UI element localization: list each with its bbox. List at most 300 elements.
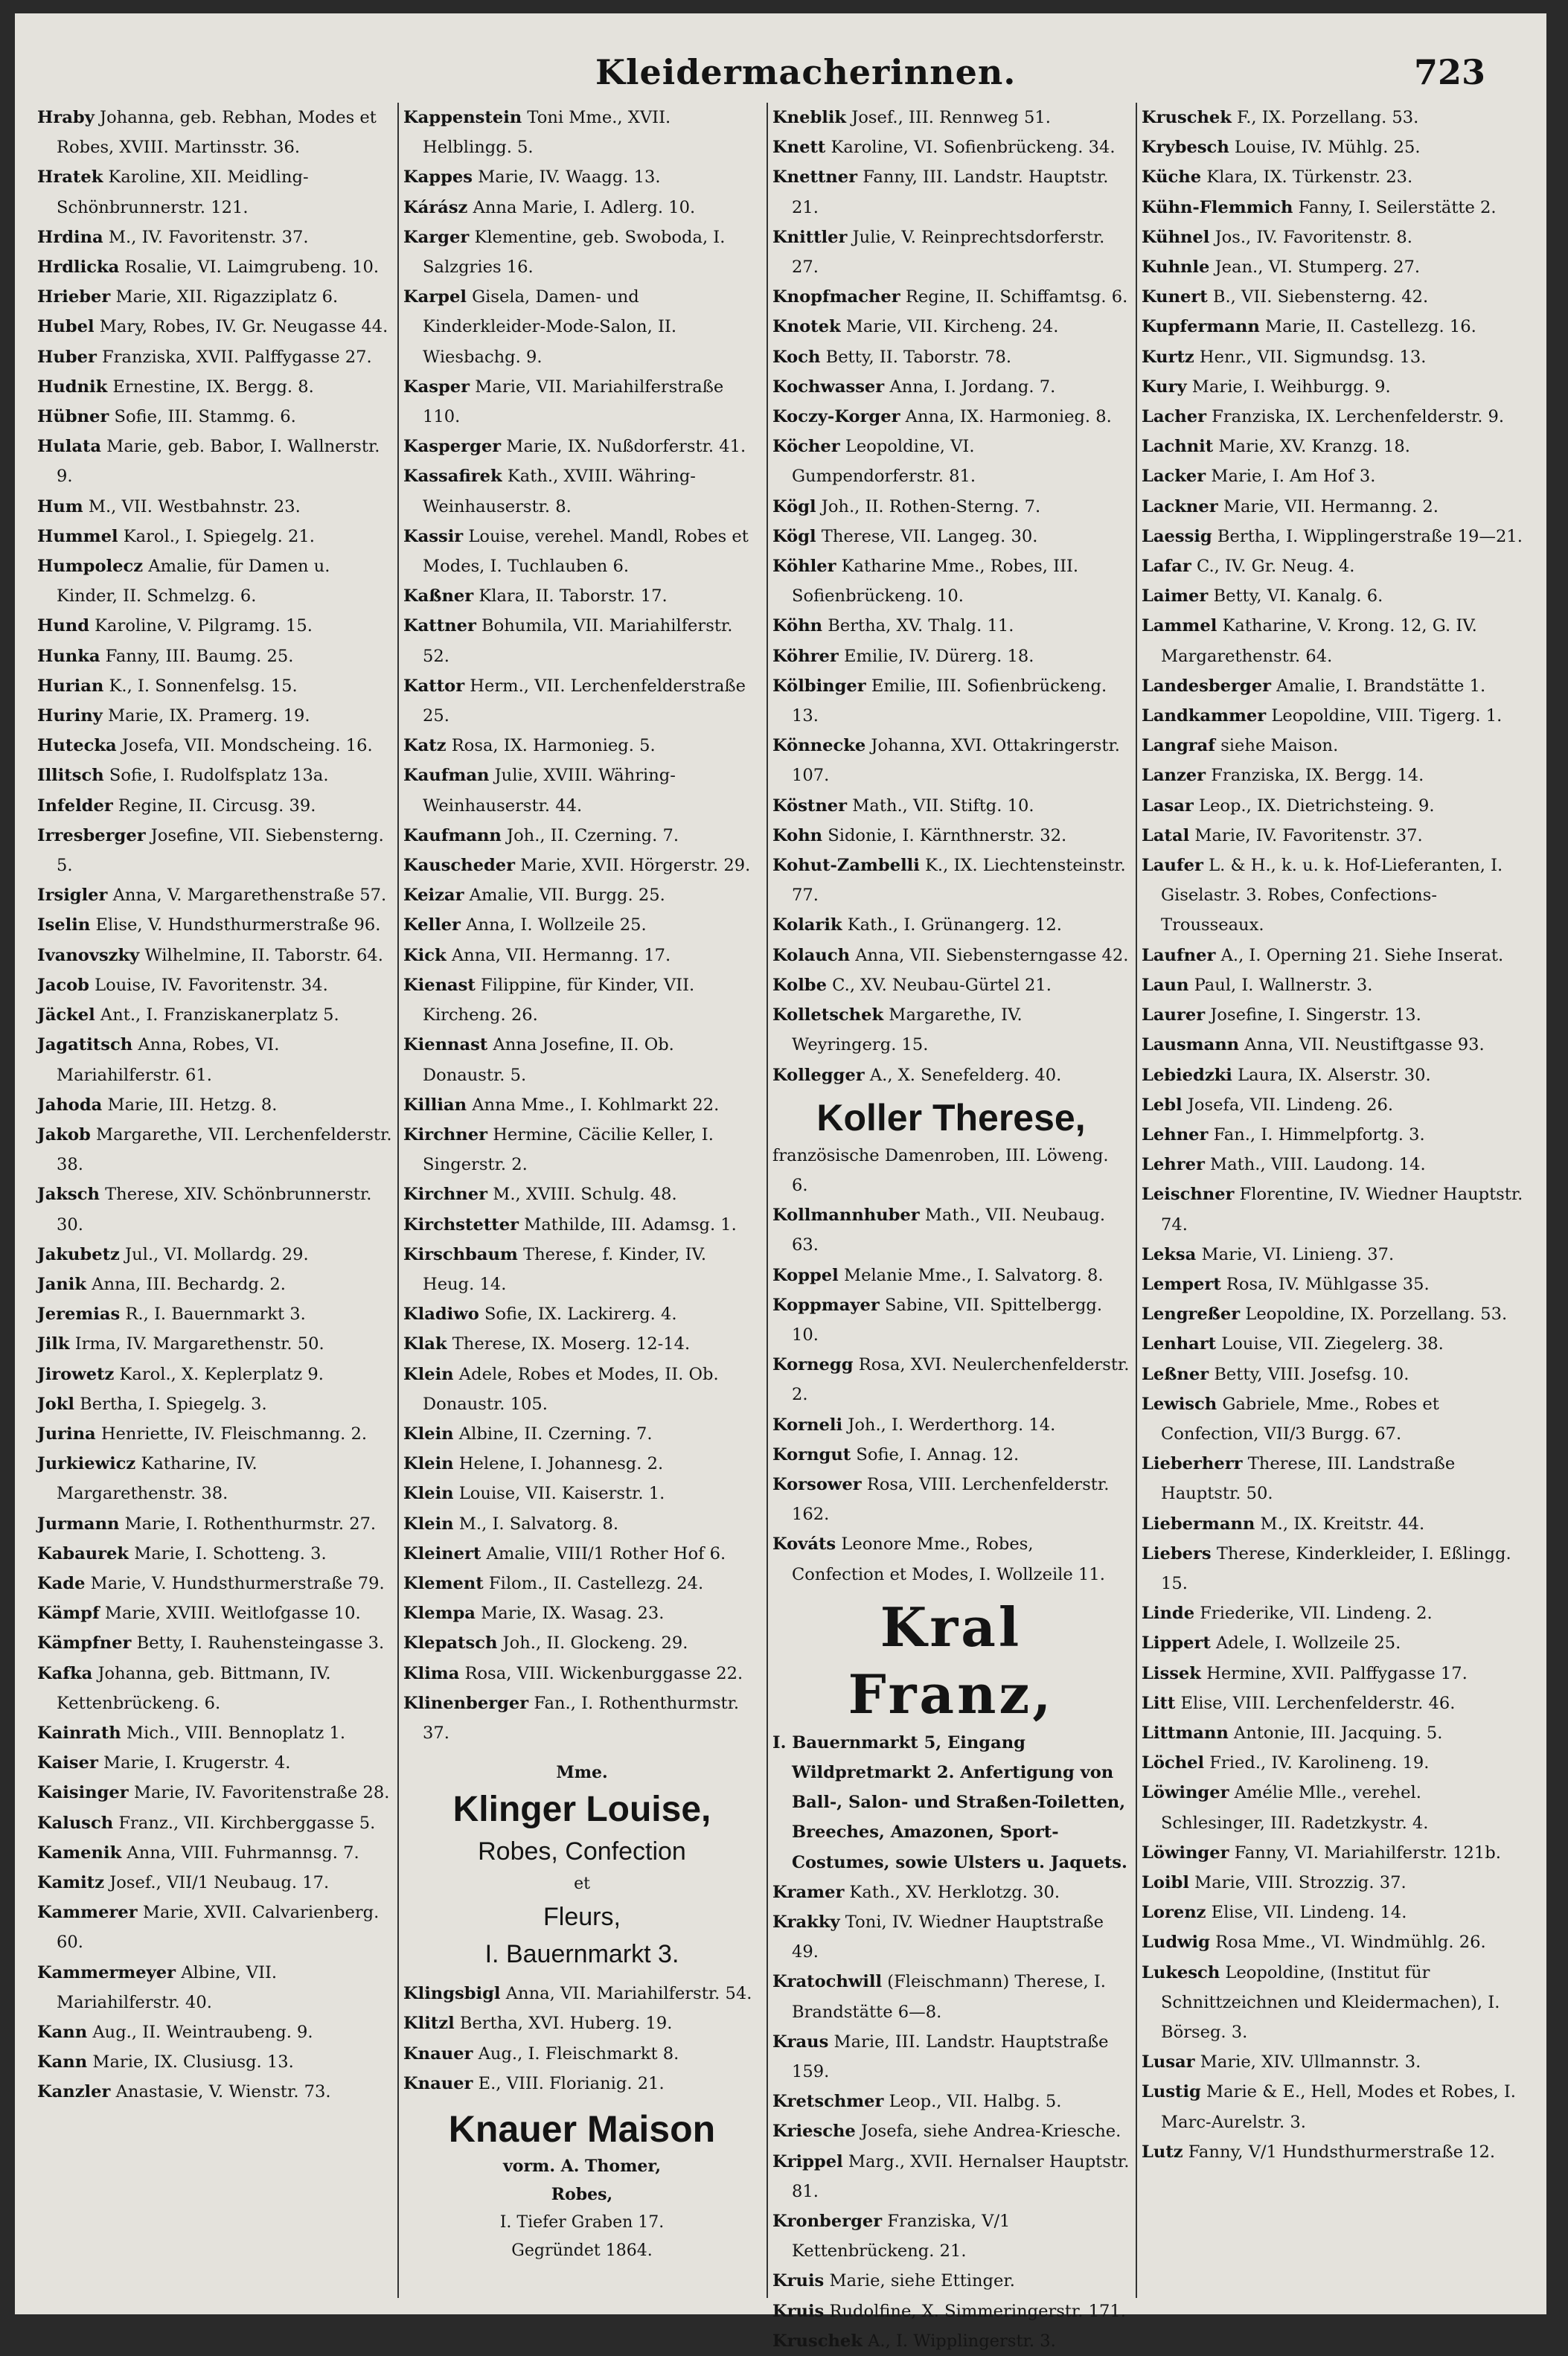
entry-details: Marie, II. Castellezg. 16.: [1259, 317, 1476, 337]
directory-entry: [1142, 312, 1529, 342]
entry-surname: Klima: [403, 1663, 460, 1683]
entry-surname: Kalusch: [37, 1813, 114, 1833]
directory-entry: [403, 821, 761, 851]
ad-klinger-address: I. Bauernmarkt 3.: [484, 1940, 679, 1969]
directory-entry: [1142, 1299, 1529, 1329]
entry-surname: Kammermeyer: [37, 1962, 176, 1982]
entry-details: Marie, IX. Nußdorferstr. 41.: [501, 437, 746, 457]
entry-details: Louise, VII. Kaiserstr. 1.: [453, 1484, 665, 1504]
entry-details: Math., VIII. Laudong. 14.: [1204, 1155, 1426, 1175]
entry-surname: Karpel: [403, 287, 467, 307]
entry-list: [772, 1878, 1130, 2356]
entry-details: Ant., I. Franziskanerplatz 5.: [95, 1005, 339, 1025]
ad-klinger-line1: Robes, Confection: [478, 1837, 686, 1866]
entry-details: Bertha, XV. Thalg. 11.: [822, 616, 1014, 636]
entry-surname: Lippert: [1142, 1633, 1211, 1654]
entry-surname: Hudnik: [37, 377, 108, 397]
directory-entry: [1142, 282, 1529, 312]
entry-surname: Kamitz: [37, 1872, 105, 1892]
entry-details: Fanny, III. Landstr. Hauptstr. 21.: [792, 167, 1109, 217]
entry-surname: Klement: [403, 1573, 484, 1593]
directory-entry: [772, 1440, 1130, 1470]
entry-details: Marie, VII. Kircheng. 24.: [840, 317, 1059, 337]
directory-entry: [37, 1419, 394, 1449]
entry-surname: Kühn-Flemmich: [1142, 197, 1293, 217]
entry-details: Marie & E., Hell, Modes et Robes, I. Marc-Aurelstr. 3.: [1161, 2082, 1516, 2132]
entry-details: Elise, VIII. Lerchenfelderstr. 46.: [1175, 1693, 1456, 1713]
entry-details: Marie, XIV. Ullmannstr. 3.: [1194, 2052, 1421, 2072]
ad-klinger-line3: Fleurs,: [543, 1903, 621, 1932]
directory-entry: [772, 641, 1130, 671]
directory-entry: [37, 1240, 394, 1270]
entry-details: Franziska, XVII. Palffygasse 27.: [96, 347, 372, 367]
entry-surname: Laun: [1142, 975, 1189, 995]
entry-list: [403, 1979, 761, 2099]
entry-surname: Klein: [403, 1364, 454, 1384]
entry-details: Mary, Robes, IV. Gr. Neugasse 44.: [94, 317, 388, 337]
entry-surname: Kolauch: [772, 945, 851, 965]
entry-details: Karol., X. Keplerplatz 9.: [114, 1364, 324, 1384]
directory-entry: [37, 731, 394, 761]
entry-details: Fan., I. Rothenthurmstr. 37.: [423, 1693, 740, 1743]
directory-entry: [1142, 1150, 1529, 1179]
directory-entry: [772, 492, 1130, 522]
entry-details: Marie, VIII. Strozzig. 37.: [1188, 1872, 1407, 1892]
entry-surname: Leksa: [1142, 1244, 1197, 1264]
entry-surname: Keller: [403, 915, 461, 935]
entry-details: Amalie, für Damen u. Kinder, II. Schmelzg. 6.: [57, 557, 330, 606]
directory-entry: [37, 880, 394, 910]
directory-entry: [37, 970, 394, 1000]
directory-entry: [772, 342, 1130, 372]
entry-details: Leopoldine, (Institut für Schnittzeichnen und Kleidermachen), I. Börseg. 3.: [1161, 1962, 1500, 2042]
entry-surname: Kann: [37, 2023, 88, 2042]
entry-details: Marie, IV. Favoritenstr. 37.: [1189, 825, 1423, 845]
directory-entry: [772, 2147, 1130, 2206]
entry-surname: Kamenik: [37, 1843, 122, 1863]
directory-entry: [1142, 132, 1529, 162]
directory-entry: [1142, 2137, 1529, 2167]
entry-surname: Kassir: [403, 526, 464, 546]
entry-details: Margarethe, VII. Lerchenfelderstr. 38.: [57, 1124, 392, 1175]
entry-surname: Jakubetz: [37, 1244, 120, 1264]
entry-surname: Lehner: [1142, 1124, 1209, 1145]
directory-entry: [772, 1410, 1130, 1440]
directory-entry: [1142, 103, 1529, 132]
entry-details: Anna, VII. Hermanng. 17.: [446, 945, 671, 965]
entry-details: siehe Maison.: [1215, 736, 1339, 756]
directory-entry: [403, 1979, 761, 2008]
entry-surname: Lehrer: [1142, 1155, 1205, 1175]
directory-entry: [37, 941, 394, 970]
entry-surname: Kafka: [37, 1663, 93, 1683]
entry-details: Marie, XVII. Calvarienberg. 60.: [57, 1903, 380, 1953]
directory-entry: [772, 2087, 1130, 2116]
ad-koller-text: französische Damenroben, III. Löweng. 6.: [772, 1145, 1109, 1195]
ad-knauer-address: I. Tiefer Graben 17.: [499, 2212, 665, 2232]
entry-surname: Hrieber: [37, 287, 111, 307]
entry-details: Katharine, IV. Margarethenstr. 38.: [57, 1454, 257, 1504]
directory-entry: [772, 2266, 1130, 2296]
entry-details: Regine, II. Schiffamtsg. 6.: [900, 287, 1128, 307]
directory-entry: [1142, 1628, 1529, 1658]
directory-entry: [403, 1120, 761, 1179]
entry-details: Joh., I. Werderthorg. 14.: [842, 1415, 1056, 1435]
entry-details: Rosa, VIII. Lerchenfelderstr. 162.: [792, 1474, 1110, 1525]
column-1: [37, 103, 394, 2107]
directory-entry: [1142, 1927, 1529, 1957]
entry-details: Johanna, XVI. Ottakringerstr. 107.: [792, 736, 1120, 786]
entry-surname: Kölbinger: [772, 676, 866, 696]
directory-entry: [1142, 1240, 1529, 1270]
entry-surname: Kämpfner: [37, 1633, 132, 1654]
entry-details: Anna Josefine, II. Ob. Donaustr. 5.: [423, 1035, 674, 1085]
entry-details: Leop., IX. Dietrichsteing. 9.: [1193, 796, 1435, 816]
entry-surname: Lieberherr: [1142, 1454, 1243, 1474]
entry-details: Josef., VII/1 Neubaug. 17.: [104, 1872, 330, 1892]
entry-details: K., IX. Liechtensteinstr. 77.: [792, 856, 1126, 906]
entry-surname: Lewisch: [1142, 1394, 1217, 1414]
directory-entry: [403, 1210, 761, 1240]
entry-details: Anna, VII. Mariahilferstr. 54.: [500, 1984, 752, 2004]
entry-details: Emilie, IV. Dürerg. 18.: [838, 646, 1034, 666]
entry-surname: Hraby: [37, 108, 95, 127]
entry-surname: Kraus: [772, 2032, 829, 2052]
entry-surname: Kaufman: [403, 766, 490, 786]
entry-surname: Lengreßer: [1142, 1305, 1241, 1325]
entry-details: Leopoldine, IX. Porzellang. 53.: [1240, 1305, 1508, 1325]
entry-surname: Krakky: [772, 1912, 840, 1932]
entry-details: Ernestine, IX. Bergg. 8.: [107, 377, 314, 397]
ad-knauer-founded: Gegründet 1864.: [511, 2241, 653, 2260]
entry-surname: Littmann: [1142, 1723, 1229, 1743]
entry-surname: Loibl: [1142, 1872, 1189, 1892]
entry-surname: Knett: [772, 138, 826, 158]
directory-entry: [37, 223, 394, 252]
entry-surname: Laimer: [1142, 586, 1209, 606]
entry-details: Marie, III. Landstr. Hauptstraße 159.: [792, 2032, 1109, 2081]
entry-details: Josefa, siehe Andrea-Kriesche.: [855, 2122, 1121, 2142]
ad-klinger-prefix: Mme.: [556, 1763, 608, 1783]
entry-details: Herm., VII. Lerchenfelderstraße 25.: [423, 676, 746, 726]
directory-entry: [403, 1569, 761, 1598]
entry-details: Marie, III. Hetzg. 8.: [102, 1095, 278, 1115]
entry-surname: Kühnel: [1142, 227, 1210, 247]
entry-surname: Hübner: [37, 407, 109, 427]
entry-details: Josefine, I. Singerstr. 13.: [1205, 1005, 1421, 1025]
directory-entry: [37, 1718, 394, 1748]
directory-entry: [772, 1967, 1130, 2026]
entry-surname: Lachnit: [1142, 437, 1214, 457]
entry-list: [772, 103, 1130, 1090]
entry-details: Emilie, III. Sofienbrückeng. 13.: [792, 676, 1107, 726]
directory-entry: [1142, 1778, 1529, 1837]
directory-entry: [1142, 193, 1529, 223]
entry-details: Bertha, XVI. Huberg. 19.: [454, 2014, 673, 2034]
directory-entry: [1142, 342, 1529, 372]
directory-entry: [772, 941, 1130, 970]
directory-entry: [37, 282, 394, 312]
entry-details: Amalie, VIII/1 Rother Hof 6.: [481, 1543, 726, 1563]
entry-surname: Kriesche: [772, 2122, 856, 2142]
directory-entry: [37, 1389, 394, 1419]
entry-details: Betty, II. Taborstr. 78.: [820, 347, 1011, 367]
entry-details: Mich., VIII. Bennoplatz 1.: [121, 1723, 346, 1743]
entry-surname: Klitzl: [403, 2014, 455, 2034]
entry-details: Leopoldine, VI. Gumpendorferstr. 81.: [792, 437, 976, 487]
entry-surname: Lenhart: [1142, 1334, 1217, 1354]
entry-surname: Krippel: [772, 2151, 843, 2171]
entry-details: Fried., IV. Karolineng. 19.: [1204, 1753, 1430, 1773]
directory-entry: [1142, 1060, 1529, 1090]
directory-entry: [403, 1030, 761, 1089]
directory-entry: [1142, 791, 1529, 821]
entry-details: Henriette, IV. Fleischmanng. 2.: [95, 1424, 368, 1444]
directory-entry: [37, 1868, 394, 1898]
entry-list: [403, 103, 761, 1748]
directory-entry: [1142, 1688, 1529, 1718]
directory-entry: [1142, 970, 1529, 1000]
entry-details: Adele, I. Wollzeile 25.: [1210, 1633, 1401, 1654]
directory-entry: [1142, 372, 1529, 402]
directory-entry: [37, 1509, 394, 1539]
directory-entry: [403, 223, 761, 282]
directory-entry: [772, 1470, 1130, 1529]
directory-entry: [1142, 1598, 1529, 1628]
entry-details: Therese, III. Landstraße Hauptstr. 50.: [1161, 1454, 1456, 1504]
directory-entry: [37, 1659, 394, 1718]
entry-details: C., IV. Gr. Neug. 4.: [1191, 557, 1355, 577]
entry-details: Anna, IX. Harmonieg. 8.: [900, 407, 1112, 427]
entry-details: Aug., II. Weintraubeng. 9.: [87, 2023, 313, 2042]
entry-details: Marie, XII. Rigazziplatz 6.: [110, 287, 339, 307]
entry-details: Marie, VI. Linieng. 37.: [1196, 1244, 1395, 1264]
directory-entry: [772, 103, 1130, 132]
entry-surname: Kollmannhuber: [772, 1206, 920, 1226]
entry-surname: Lissek: [1142, 1663, 1201, 1683]
entry-surname: Kárász: [403, 197, 468, 217]
entry-surname: Kupfermann: [1142, 317, 1260, 337]
entry-surname: Jurkiewicz: [37, 1454, 136, 1474]
directory-entry: [1142, 731, 1529, 761]
directory-entry: [1142, 492, 1529, 522]
directory-entry: [403, 1479, 761, 1508]
directory-entry: [772, 223, 1130, 282]
entry-surname: Klein: [403, 1424, 454, 1444]
entry-details: Anna, I. Wollzeile 25.: [460, 915, 647, 935]
entry-surname: Koczy-Korger: [772, 407, 900, 427]
directory-entry: [1142, 162, 1529, 192]
entry-surname: Kirchstetter: [403, 1214, 519, 1235]
entry-details: Anna Mme., I. Kohlmarkt 22.: [467, 1095, 720, 1115]
directory-entry: [403, 1240, 761, 1299]
column-4: [1142, 103, 1529, 2167]
entry-details: R., I. Bauernmarkt 3.: [120, 1305, 306, 1325]
entry-details: Bertha, I. Spiegelg. 3.: [74, 1394, 267, 1414]
entry-details: M., VII. Westbahnstr. 23.: [83, 496, 301, 516]
directory-entry: [37, 1270, 394, 1299]
directory-entry: [772, 1060, 1130, 1090]
entry-surname: Kanzler: [37, 2082, 111, 2102]
entry-details: Louise, IV. Mühlg. 25.: [1229, 138, 1421, 158]
directory-entry: [37, 671, 394, 701]
directory-entry: [37, 103, 394, 162]
directory-entry: [1142, 1030, 1529, 1060]
directory-entry: [1142, 821, 1529, 851]
directory-entry: [772, 522, 1130, 551]
entry-details: Jul., VI. Mollardg. 29.: [119, 1244, 309, 1264]
entry-details: Sidonie, I. Kärnthnerstr. 32.: [822, 825, 1067, 845]
directory-entry: [37, 1778, 394, 1808]
entry-surname: Hutecka: [37, 736, 117, 756]
entry-details: Franziska, V/1 Kettenbrückeng. 21.: [792, 2212, 1011, 2261]
entry-details: Sofie, III. Stammg. 6.: [109, 407, 296, 427]
entry-surname: Klempa: [403, 1604, 476, 1624]
directory-entry: [1142, 611, 1529, 670]
entry-details: Rosa, VIII. Wickenburggasse 22.: [459, 1663, 743, 1683]
entry-details: Therese, XIV. Schönbrunnerstr. 30.: [57, 1185, 372, 1235]
entry-surname: Kasper: [403, 377, 470, 397]
entry-surname: Kury: [1142, 377, 1187, 397]
entry-surname: Irsigler: [37, 886, 108, 906]
ad-kral: [772, 1594, 1130, 1878]
directory-entry: [37, 1090, 394, 1120]
entry-surname: Köhrer: [772, 646, 839, 666]
entry-details: Sofie, IX. Lackirerg. 4.: [479, 1305, 677, 1325]
entry-surname: Knittler: [772, 227, 848, 247]
directory-entry: [403, 2008, 761, 2038]
entry-surname: Kögl: [772, 526, 816, 546]
entry-surname: Lempert: [1142, 1274, 1221, 1294]
ad-knauer-line2: Robes,: [551, 2184, 613, 2204]
entry-details: A., X. Senefelderg. 40.: [864, 1065, 1062, 1085]
entry-details: Elise, V. Hundsthurmerstraße 96.: [90, 915, 381, 935]
directory-entry: [772, 1907, 1130, 1967]
entry-surname: Kauscheder: [403, 856, 516, 876]
directory-entry: [37, 2047, 394, 2077]
entry-surname: Kirschbaum: [403, 1244, 518, 1264]
entry-surname: Löwinger: [1142, 1783, 1229, 1803]
directory-entry: [1142, 1090, 1529, 1120]
directory-entry: [403, 761, 761, 820]
entry-details: B., VII. Siebensterng. 42.: [1207, 287, 1429, 307]
entry-details: Julie, V. Reinprechtsdorferstr. 27.: [792, 227, 1105, 278]
entry-surname: Katz: [403, 736, 447, 756]
entry-surname: Lanzer: [1142, 766, 1206, 786]
entry-details: Marie, geb. Babor, I. Wallnerstr. 9.: [57, 437, 380, 487]
directory-entry: [37, 312, 394, 342]
directory-entry: [37, 2017, 394, 2047]
entry-surname: Kiennast: [403, 1035, 488, 1055]
entry-surname: Küche: [1142, 167, 1202, 188]
directory-entry: [772, 2027, 1130, 2087]
entry-surname: Iselin: [37, 915, 91, 935]
directory-entry: [403, 522, 761, 581]
entry-surname: Knauer: [403, 2043, 473, 2064]
entry-details: Anna, VIII. Fuhrmannsg. 7.: [121, 1843, 359, 1863]
entry-surname: Kirchner: [403, 1185, 488, 1205]
entry-surname: Kohut-Zambelli: [772, 856, 920, 876]
entry-details: Hermine, XVII. Palffygasse 17.: [1200, 1663, 1468, 1683]
directory-entry: [37, 791, 394, 821]
entry-details: Julie, XVIII. Währing-Weinhauserstr. 44.: [423, 766, 676, 816]
entry-details: Josefine, VII. Siebensterng. 5.: [57, 825, 384, 876]
entry-details: Joh., II. Rothen-Sterng. 7.: [816, 496, 1041, 516]
entry-details: M., I. Salvatorg. 8.: [453, 1514, 619, 1534]
entry-surname: Kaiser: [37, 1753, 98, 1773]
entry-details: Leop., VII. Halbg. 5.: [883, 2092, 1062, 2112]
directory-entry: [403, 162, 761, 192]
entry-surname: Koch: [772, 347, 821, 367]
entry-surname: Kornegg: [772, 1355, 854, 1375]
entry-details: Franziska, IX. Lerchenfelderstr. 9.: [1206, 407, 1505, 427]
entry-surname: Karger: [403, 227, 470, 247]
entry-details: Louise, VII. Ziegelerg. 38.: [1216, 1334, 1444, 1354]
entry-details: Katharine Mme., Robes, III. Sofienbrückeng. 10.: [792, 557, 1079, 606]
entry-details: Marie, I. Rothenthurmstr. 27.: [119, 1514, 377, 1534]
ad-klinger: [403, 1758, 761, 1973]
entry-details: Sofie, I. Annag. 12.: [851, 1444, 1020, 1465]
entry-surname: Kappes: [403, 167, 473, 188]
directory-entry: [1142, 701, 1529, 731]
entry-surname: Linde: [1142, 1604, 1195, 1624]
directory-entry: [1142, 1718, 1529, 1748]
entry-details: Henr., VII. Sigmundsg. 13.: [1194, 347, 1427, 367]
entry-surname: Infelder: [37, 796, 113, 816]
directory-entry: [403, 731, 761, 761]
entry-surname: Klepatsch: [403, 1633, 498, 1654]
entry-details: Marie, IX. Wasag. 23.: [475, 1604, 665, 1624]
directory-entry: [37, 1449, 394, 1508]
directory-entry: [1142, 941, 1529, 970]
directory-entry: [772, 1529, 1130, 1589]
directory-entry: [37, 1299, 394, 1329]
entry-details: Anna, I. Jordang. 7.: [884, 377, 1056, 397]
entry-surname: Lorenz: [1142, 1903, 1206, 1923]
entry-details: Bertha, I. Wipplingerstraße 19—21.: [1212, 526, 1523, 546]
entry-details: Katharine, V. Krong. 12, G. IV. Margarethenstr. 64.: [1161, 616, 1477, 666]
entry-details: E., VIII. Florianig. 21.: [473, 2073, 665, 2093]
directory-entry: [772, 132, 1130, 162]
entry-details: Toni Mme., XVII. Helblingg. 5.: [423, 108, 671, 158]
entry-surname: Lausmann: [1142, 1035, 1240, 1055]
entry-surname: Jahoda: [37, 1095, 103, 1115]
entry-surname: Lustig: [1142, 2082, 1201, 2102]
entry-details: Marie, I. Weihburgg. 9.: [1186, 377, 1391, 397]
entry-details: Karoline, XII. Meidling-Schönbrunnerstr. 121.: [57, 167, 309, 217]
directory-entry: [37, 252, 394, 282]
entry-surname: Hratek: [37, 167, 103, 188]
entry-details: Helene, I. Johannesg. 2.: [453, 1454, 664, 1474]
entry-details: Marie, VII. Mariahilferstraße 110.: [423, 377, 724, 427]
entry-details: F., IX. Porzellang. 53.: [1231, 108, 1419, 127]
entry-surname: Kneblik: [772, 108, 847, 127]
entry-details: Marie, I. Am Hof 3.: [1206, 467, 1376, 487]
directory-page: [15, 13, 1546, 2351]
directory-entry: [403, 880, 761, 910]
entry-surname: Kohn: [772, 825, 823, 845]
entry-surname: Jäckel: [37, 1005, 95, 1025]
directory-entry: [1142, 1539, 1529, 1598]
entry-details: M., XVIII. Schulg. 48.: [487, 1185, 677, 1205]
entry-surname: Kade: [37, 1573, 86, 1593]
entry-surname: Kruschek: [1142, 108, 1232, 127]
directory-entry: [772, 282, 1130, 312]
column-divider: [397, 103, 399, 2298]
entry-surname: Laufner: [1142, 945, 1216, 965]
ad-knauer: [403, 2106, 761, 2265]
directory-entry: [1142, 761, 1529, 790]
